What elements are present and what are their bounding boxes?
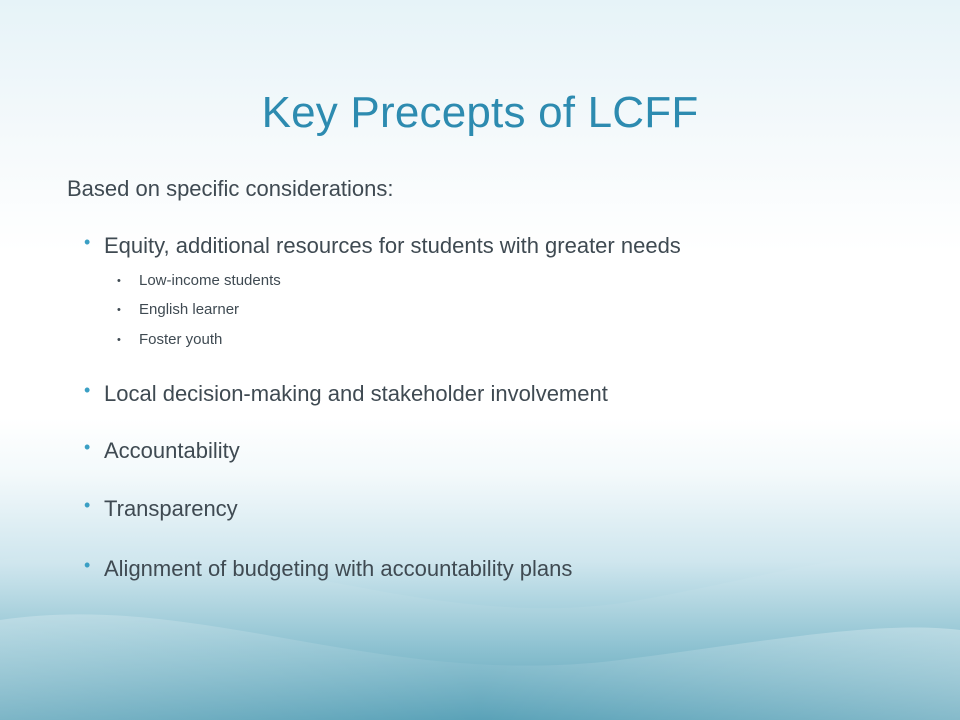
- intro-text: Based on specific considerations:: [67, 176, 394, 201]
- list-item-local-decision-making: Local decision-making and stakeholder involvement: [104, 381, 608, 406]
- sub-bullet-icon: •: [117, 334, 121, 346]
- bullet-icon: •: [84, 437, 91, 457]
- bullet-icon: •: [84, 380, 91, 400]
- sub-bullet-icon: •: [117, 275, 121, 287]
- slide-title: Key Precepts of LCFF: [261, 88, 699, 137]
- bullet-icon: •: [84, 495, 91, 515]
- list-item-alignment: Alignment of budgeting with accountability plans: [104, 556, 573, 581]
- list-item-transparency: Transparency: [104, 496, 238, 521]
- sub-item-foster-youth: Foster youth: [139, 331, 223, 348]
- list-item-accountability: Accountability: [104, 438, 240, 463]
- bullet-icon: •: [84, 232, 91, 252]
- sub-item-english-learner: English learner: [139, 301, 240, 318]
- sub-item-low-income: Low-income students: [139, 272, 281, 289]
- sub-bullet-icon: •: [117, 304, 121, 316]
- list-item-equity: Equity, additional resources for students with greater needs: [104, 233, 681, 258]
- bullet-icon: •: [84, 555, 91, 575]
